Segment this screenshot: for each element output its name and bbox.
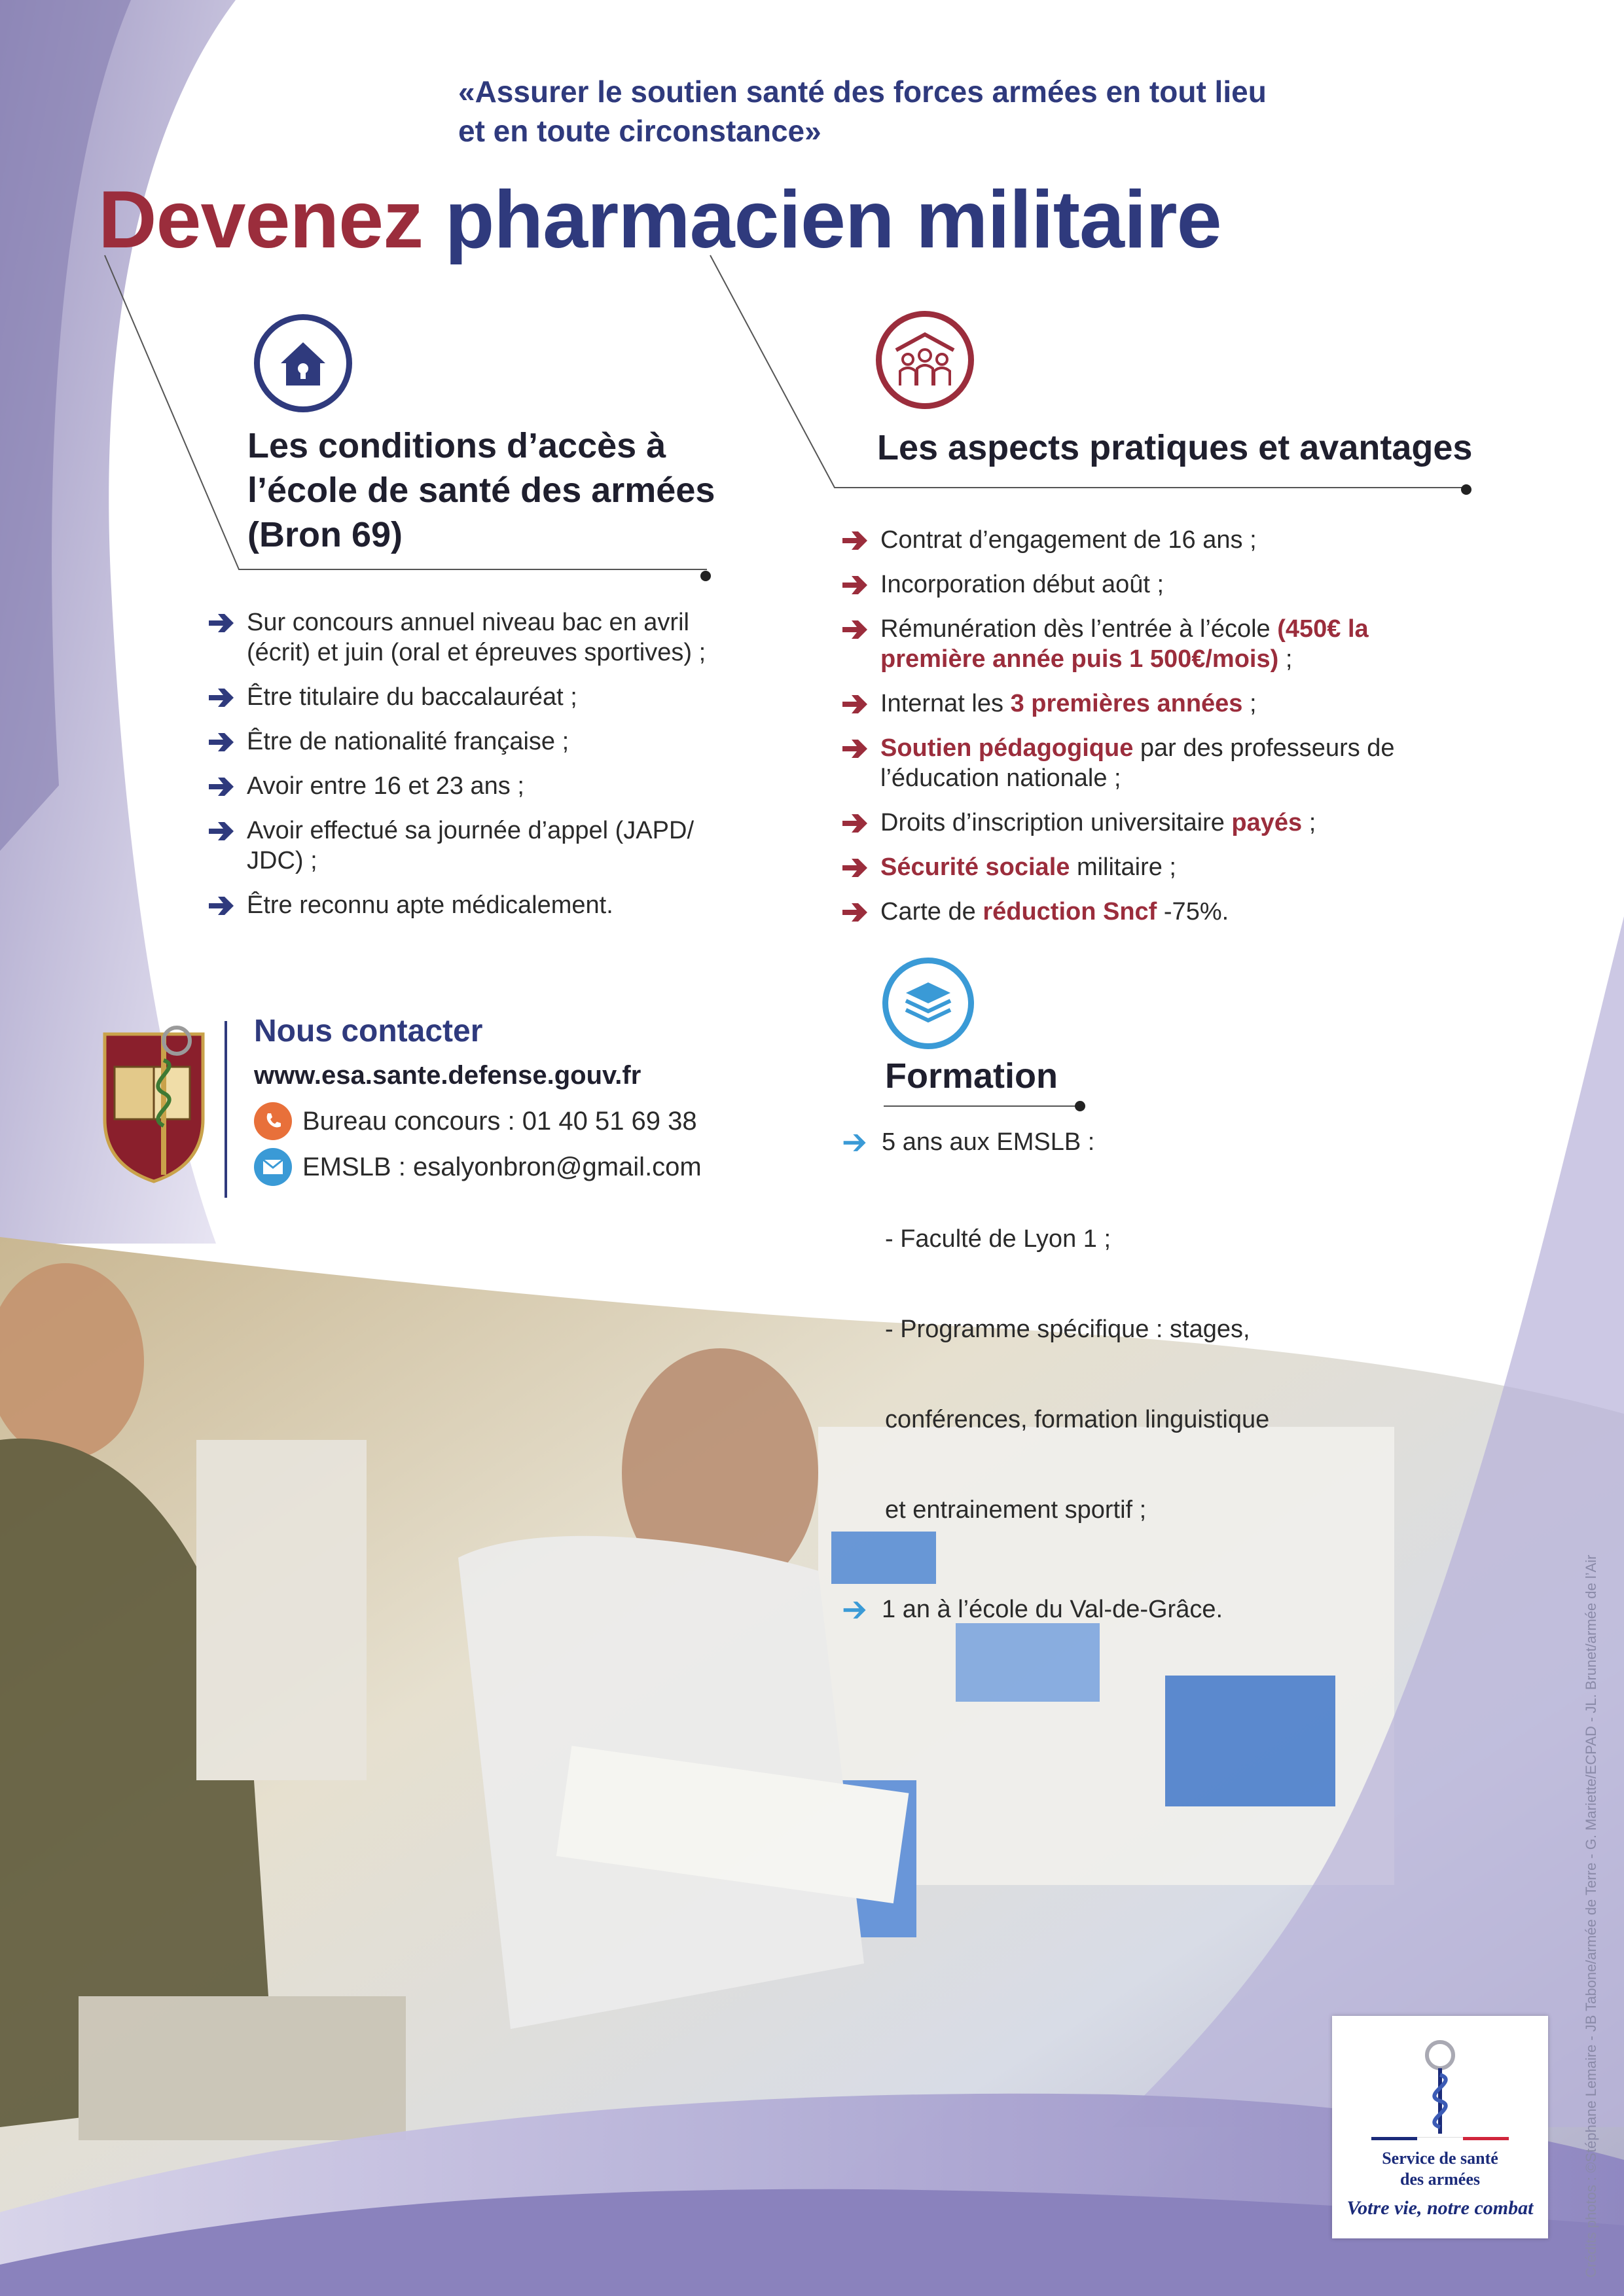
sub-item-text: conférences, formation linguistique: [885, 1406, 1270, 1433]
conditions-heading-line-2: l’école de santé des armées: [247, 471, 715, 510]
caduceus-icon: [1407, 2036, 1473, 2140]
sub-item-text: - Programme spécifique : stages,: [885, 1316, 1250, 1343]
highlight-text: première année puis 1 500€/mois): [880, 645, 1279, 673]
list-item: [840, 733, 1494, 793]
arrow-icon: [206, 610, 238, 636]
list-item-text: -75%.: [1157, 898, 1229, 925]
list-item: [840, 808, 1494, 838]
list-item: [841, 1594, 1463, 1624]
list-item-text: Avoir effectué sa journée d’appel (JAPD/: [247, 817, 694, 844]
contact-phone[interactable]: [254, 1102, 702, 1140]
logo-slogan: Votre vie, notre combat: [1346, 2197, 1534, 2219]
conditions-heading: [247, 423, 715, 557]
list-item: [206, 816, 782, 876]
list-item: [840, 852, 1494, 882]
ssa-logo: [1332, 2016, 1548, 2238]
layers-icon: [882, 958, 974, 1049]
list-item-text: l’éducation nationale ;: [880, 764, 1121, 792]
logo-line-1: Service de santé: [1382, 2149, 1498, 2168]
slogan-quote: [458, 72, 1375, 151]
quote-line-2: et en toute circonstance»: [458, 114, 821, 148]
arrow-icon: [206, 774, 238, 800]
arrow-icon: [840, 855, 871, 881]
flag-red-bar: [1463, 2137, 1509, 2140]
list-item: [840, 689, 1494, 719]
list-item: [841, 1127, 1463, 1157]
list-item-text: (écrit) et juin (oral et épreuves sportives) ;: [247, 639, 706, 666]
list-item-text: par des professeurs de: [1133, 734, 1395, 762]
list-item: [840, 525, 1494, 555]
highlight-text: Soutien pédagogique: [880, 734, 1134, 762]
envelope-icon: [254, 1148, 292, 1186]
list-item: [206, 682, 782, 712]
list-item-text: Contrat d’engagement de 16 ans ;: [880, 526, 1257, 554]
arrow-icon: [840, 691, 871, 717]
formation-list: [841, 1127, 1463, 1639]
list-item-text: Avoir entre 16 et 23 ans ;: [247, 772, 524, 800]
page-title: [98, 173, 1221, 266]
contact-block: [254, 1013, 702, 1186]
contact-url[interactable]: www.esa.sante.defense.gouv.fr: [254, 1061, 641, 1090]
arrow-icon: [206, 818, 238, 844]
list-item-text: Être titulaire du baccalauréat ;: [247, 683, 577, 711]
arrow-icon: [206, 893, 238, 919]
title-part-1: Devenez: [98, 175, 424, 265]
list-item-text: Être de nationalité française ;: [247, 728, 569, 755]
school-emblem-icon: [98, 1021, 209, 1185]
list-item-text: 5 ans aux EMSLB :: [882, 1128, 1095, 1156]
highlight-text: 3 premières années: [1010, 690, 1243, 717]
quote-line-1: «Assurer le soutien santé des forces armées en tout lieu: [458, 75, 1267, 109]
arrow-icon: [840, 572, 871, 598]
list-item-text: ;: [1242, 690, 1257, 717]
list-item-text: militaire ;: [1070, 853, 1176, 881]
list-item-text: Incorporation début août ;: [880, 571, 1164, 598]
arrow-icon: [206, 685, 238, 711]
list-item: [206, 771, 782, 801]
formation-heading: [885, 1054, 1058, 1098]
list-item: [206, 890, 782, 920]
photo-credits: Crédits photos : ©Stéphane Lemaire - JB Tabone/armée de Terre - G. Mariette/ECPAD - JL. Brunet/armée de l’Air: [1583, 1554, 1599, 2278]
highlight-text: réduction Sncf: [983, 898, 1157, 925]
formation-heading-text: Formation: [885, 1056, 1058, 1096]
list-item-text: Être reconnu apte médicalement.: [247, 891, 613, 919]
arrow-icon: [840, 617, 871, 643]
logo-line-2: des armées: [1399, 2170, 1480, 2189]
advantages-heading: [877, 425, 1472, 470]
arrow-icon: [841, 1130, 870, 1156]
list-item-text: ;: [1302, 809, 1316, 836]
list-item-text: 1 an à l’école du Val-de-Grâce.: [882, 1596, 1223, 1623]
list-item-text: Internat les: [880, 690, 1011, 717]
conditions-heading-line-1: Les conditions d’accès à: [247, 426, 666, 465]
list-item-text: ;: [1278, 645, 1293, 673]
list-item-text: Rémunération dès l’entrée à l’école: [880, 615, 1278, 643]
people-group-icon: [876, 311, 974, 409]
list-item-text: JDC) ;: [247, 847, 317, 874]
list-item-text: Carte de: [880, 898, 983, 925]
title-part-2: pharmacien militaire: [444, 175, 1221, 265]
list-item: [840, 897, 1494, 927]
list-item-text: Sur concours annuel niveau bac en avril: [247, 609, 689, 636]
advantages-list: [840, 525, 1494, 941]
contact-phone-text: Bureau concours : 01 40 51 69 38: [302, 1106, 697, 1136]
arrow-icon: [840, 528, 871, 554]
list-item: [840, 569, 1494, 600]
highlight-text: (450€ la: [1277, 615, 1369, 643]
list-item: [206, 607, 782, 668]
list-item: [206, 726, 782, 757]
formation-sublist: [841, 1164, 1463, 1585]
house-icon: [254, 314, 352, 412]
arrow-icon: [206, 729, 238, 755]
list-item: [840, 614, 1494, 674]
arrow-icon: [841, 1597, 870, 1623]
sub-item-text: - Faculté de Lyon 1 ;: [885, 1225, 1111, 1253]
arrow-icon: [840, 736, 871, 762]
contact-email-text: EMSLB : esalyonbron@gmail.com: [302, 1152, 702, 1181]
sub-item-text: et entrainement sportif ;: [885, 1496, 1147, 1524]
advantages-heading-text: Les aspects pratiques et avantages: [877, 428, 1473, 467]
highlight-text: Sécurité sociale: [880, 853, 1070, 881]
contact-email[interactable]: [254, 1148, 702, 1186]
phone-icon: [254, 1102, 292, 1140]
arrow-icon: [840, 810, 871, 836]
contact-title: Nous contacter: [254, 1014, 483, 1049]
flag-white-bar: [1417, 2137, 1463, 2141]
highlight-text: payés: [1231, 809, 1303, 836]
conditions-list: [206, 607, 782, 935]
arrow-icon: [840, 899, 871, 925]
flag-blue-bar: [1371, 2137, 1417, 2140]
list-item-text: Droits d’inscription universitaire: [880, 809, 1232, 836]
conditions-heading-line-3: (Bron 69): [247, 515, 403, 554]
